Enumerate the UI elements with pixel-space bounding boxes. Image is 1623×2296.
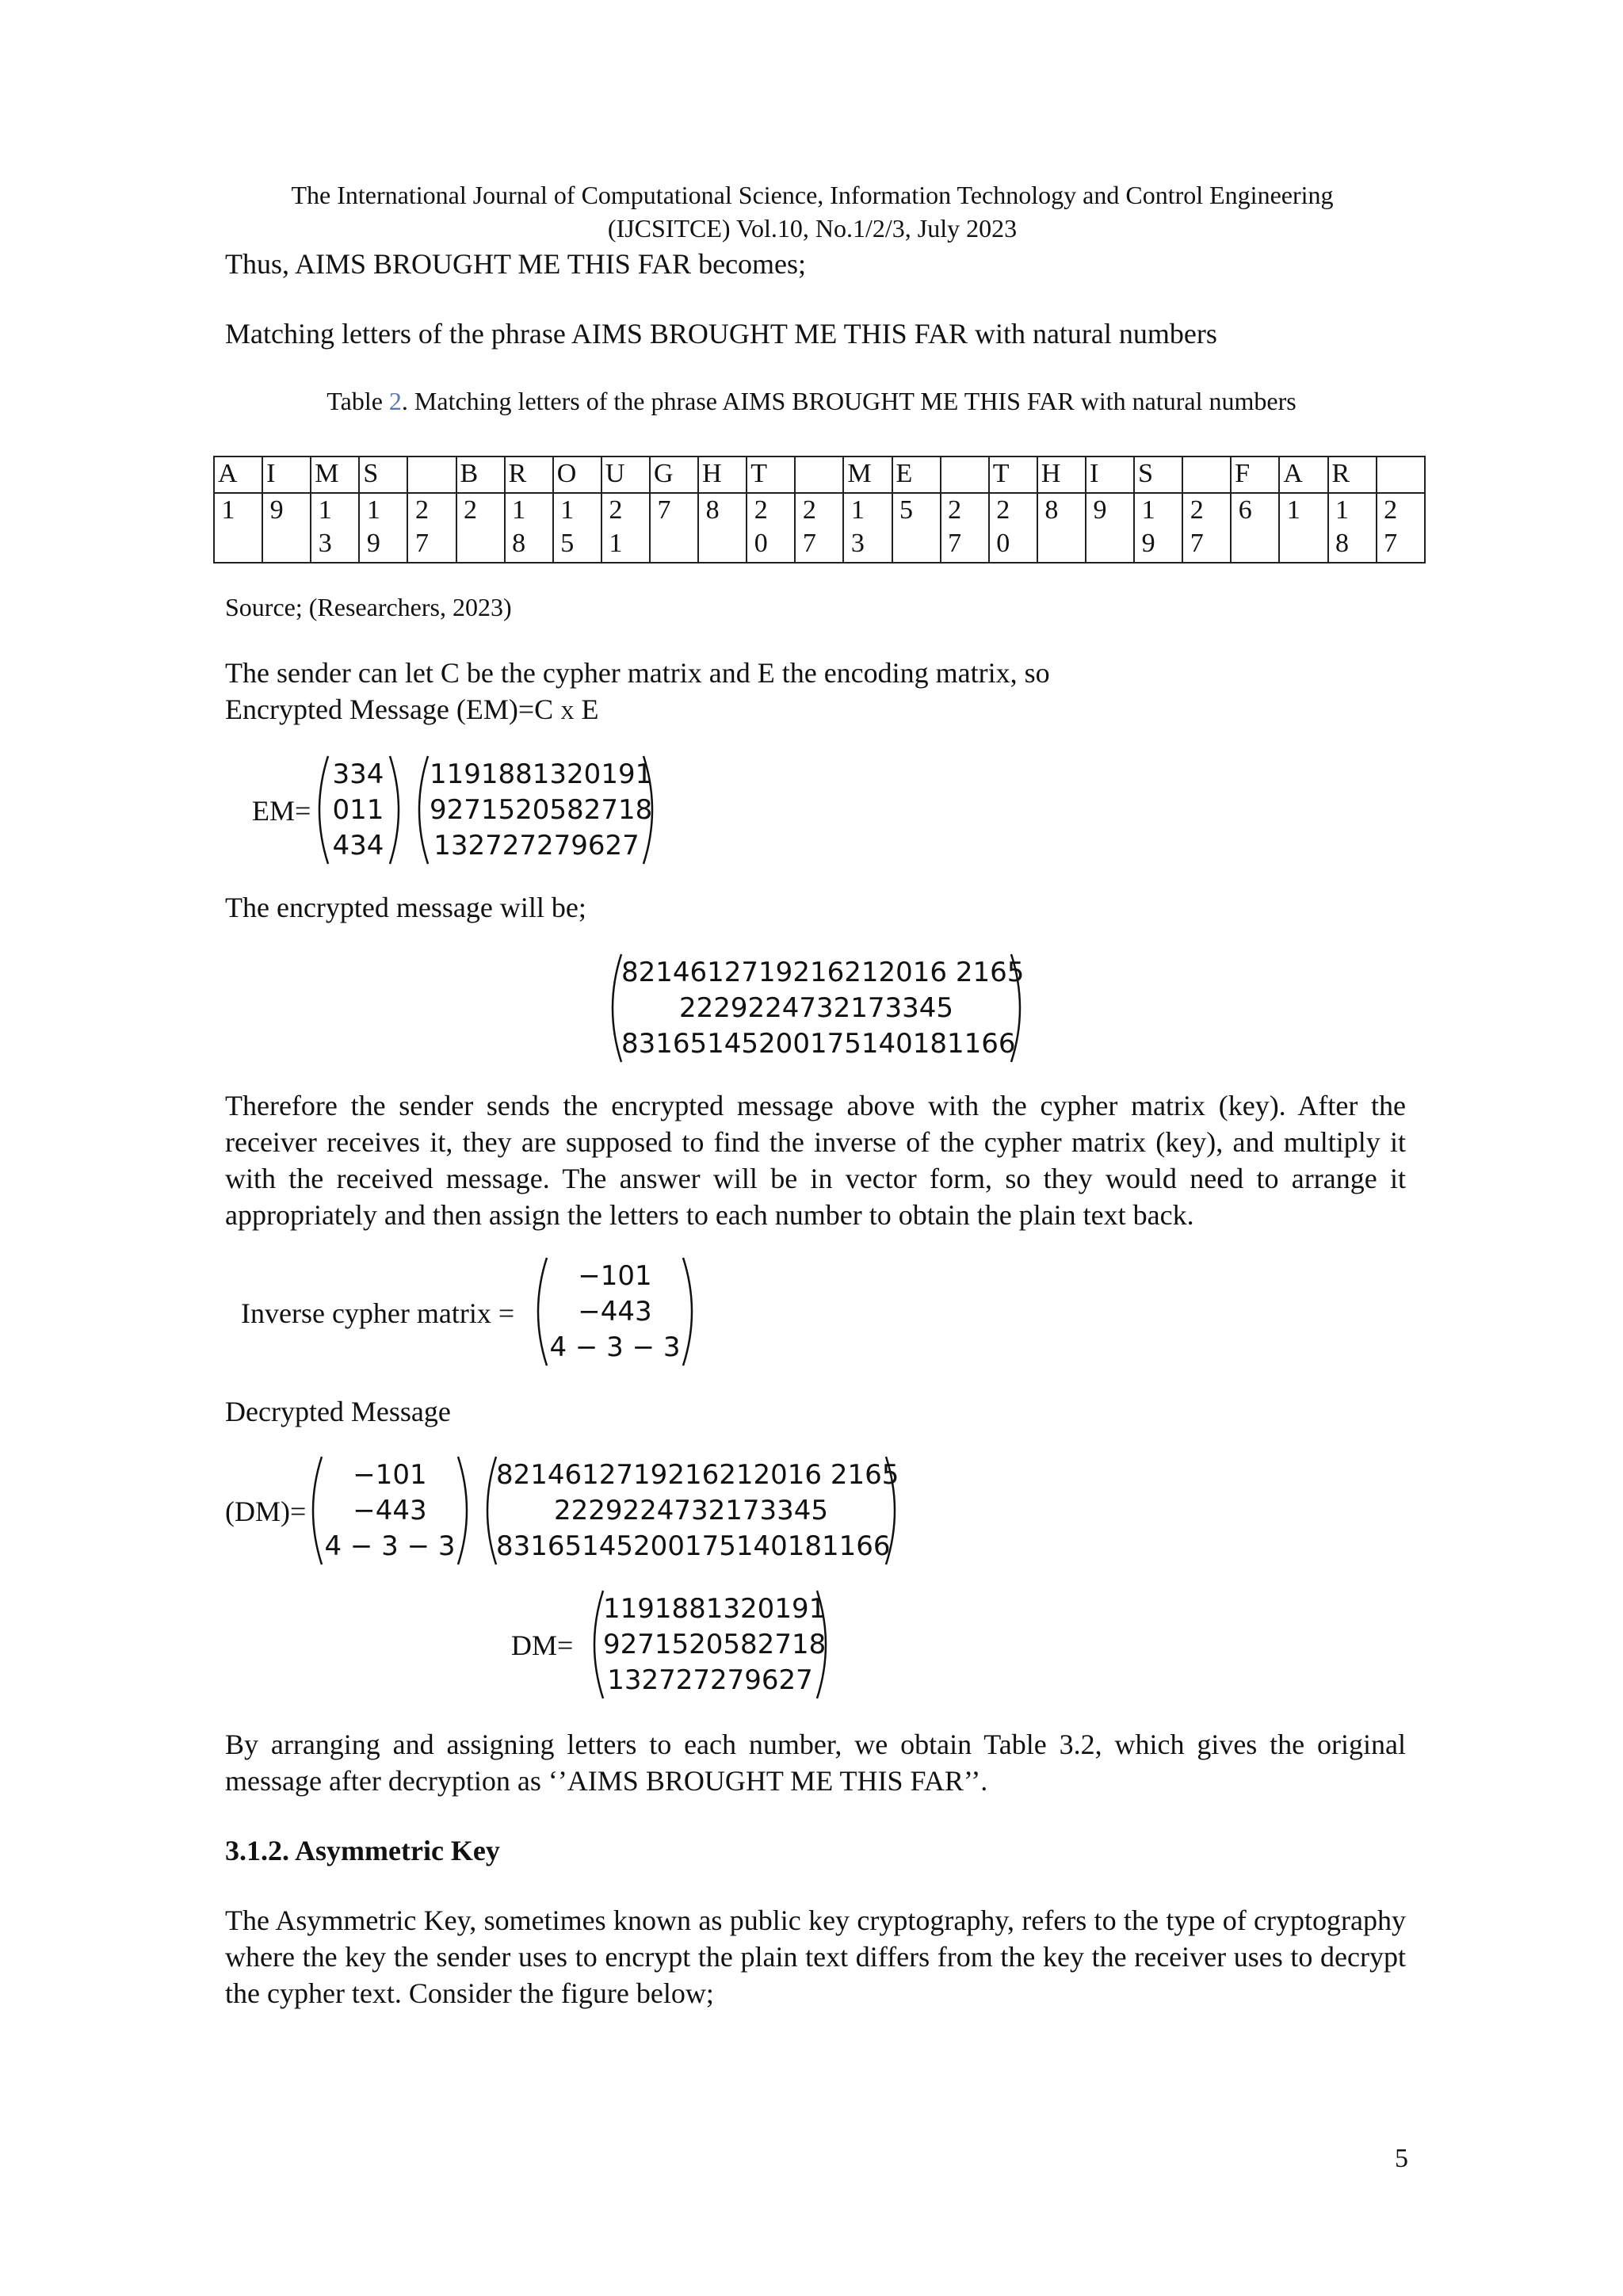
number-digit: 1 xyxy=(221,495,235,525)
em-cypher-row: 434 xyxy=(332,830,384,861)
number-digit: 2 xyxy=(609,495,623,525)
em-encoding-row: 1191881320191 xyxy=(430,758,653,790)
table-caption-text: . Matching letters of the phrase AIMS BROUGHT ME THIS FAR with natural numbers xyxy=(401,387,1296,415)
encrypted-row: 83165145200175140181166 xyxy=(621,1028,1016,1060)
em-encoding-right-paren xyxy=(640,755,664,865)
dm-result-right-paren xyxy=(814,1589,838,1700)
number-cell xyxy=(1182,493,1231,563)
letter-number-table xyxy=(213,456,1426,563)
number-digit: 8 xyxy=(705,495,720,525)
number-digit: 9 xyxy=(1093,495,1107,525)
dm-second-label: DM= xyxy=(511,1629,574,1661)
dm-result-row: 132727279627 xyxy=(607,1664,813,1696)
number-cell xyxy=(262,493,311,563)
em-encoding-left-paren xyxy=(407,755,431,865)
letter-cell: F xyxy=(1231,457,1279,493)
inverse-label: Inverse cypher matrix = xyxy=(241,1297,515,1329)
em-encoding-row: 9271520582718 xyxy=(430,794,653,826)
inverse-row: 4 − 3 − 3 xyxy=(549,1331,681,1363)
table-source: Source; (Researchers, 2023) xyxy=(225,593,512,621)
number-cell xyxy=(505,493,553,563)
dm-result-row: 9271520582718 xyxy=(603,1629,827,1660)
number-digit: 2 xyxy=(802,495,816,525)
number-cell xyxy=(456,493,505,563)
letter-cell: M xyxy=(311,457,359,493)
number-cell xyxy=(1328,493,1377,563)
dm-inverse-matrix xyxy=(322,1457,458,1564)
letter-cell xyxy=(941,457,989,493)
number-digit: 5 xyxy=(899,495,914,525)
table-caption-prefix: Table xyxy=(327,387,389,415)
letter-cell xyxy=(1182,457,1231,493)
letter-cell xyxy=(407,457,456,493)
number-cell xyxy=(214,493,262,563)
number-cell xyxy=(1134,493,1182,563)
number-cell xyxy=(1231,493,1279,563)
number-cell xyxy=(407,493,456,563)
encrypted-row: 8214612719216212016 2165 xyxy=(621,957,1025,988)
paragraph-decryption-result: By arranging and assigning letters to each number, we obtain Table 3.2, which gives the original message after decryption as ‘’AIMS BROUGHT ME THIS FAR’’. xyxy=(225,1729,1406,1797)
inverse-row: −443 xyxy=(578,1296,652,1328)
em-cypher-row: 334 xyxy=(332,758,384,790)
em-label: EM= xyxy=(252,795,311,827)
number-digit: 0 xyxy=(996,529,1010,558)
number-digit: 1 xyxy=(1335,495,1350,525)
cypher-intro-line-2 xyxy=(225,691,1406,732)
number-digit: 8 xyxy=(1335,529,1350,558)
number-digit: 2 xyxy=(464,495,478,525)
dm-inverse-row: −443 xyxy=(353,1495,427,1526)
dm-message-matrix xyxy=(496,1457,899,1564)
dm-message-row: 83165145200175140181166 xyxy=(496,1530,891,1562)
number-digit: 1 xyxy=(850,495,865,525)
number-digit: 1 xyxy=(318,495,332,525)
dm-result-matrix xyxy=(603,1591,827,1698)
table-caption-number: 2 xyxy=(388,387,402,415)
page-number: 5 xyxy=(1395,2144,1408,2173)
intro-line-2: Matching letters of the phrase AIMS BROUGHT ME THIS FAR with natural numbers xyxy=(225,318,1217,350)
number-digit: 1 xyxy=(1141,495,1155,525)
number-cell xyxy=(1279,493,1327,563)
journal-header xyxy=(198,178,1426,245)
em-cypher-row: 011 xyxy=(332,794,384,826)
dm-message-row: 8214612719216212016 2165 xyxy=(496,1459,899,1491)
letter-cell: A xyxy=(1279,457,1327,493)
number-digit: 5 xyxy=(560,529,575,558)
letter-cell: G xyxy=(650,457,698,493)
number-cell xyxy=(892,493,941,563)
number-digit: 7 xyxy=(1384,529,1398,558)
decrypted-heading: Decrypted Message xyxy=(225,1396,451,1427)
letter-cell: S xyxy=(1134,457,1182,493)
number-digit: 1 xyxy=(512,495,526,525)
dm-result-row: 1191881320191 xyxy=(603,1593,827,1625)
paragraph-asymmetric-key: The Asymmetric Key, sometimes known as public key cryptography, refers to the type of cryptography where the key the sender uses to encrypt the plain text differs from the key the receiver uses to decrypt the cypher text. Consider the figure below; xyxy=(225,1904,1406,2009)
number-cell xyxy=(941,493,989,563)
number-digit: 1 xyxy=(560,495,575,525)
dm-inverse-row: 4 − 3 − 3 xyxy=(324,1530,456,1562)
number-digit: 1 xyxy=(1286,495,1300,525)
letter-cell: I xyxy=(262,457,311,493)
letter-row xyxy=(214,457,1425,493)
number-digit: 7 xyxy=(414,529,429,558)
number-digit: 2 xyxy=(1190,495,1204,525)
paragraph-decryption-steps: Therefore the sender sends the encrypted message above with the cypher matrix (key). After the receiver receives it, they are supposed to find the inverse of the cypher matrix (key), and multiply it with the received message. The answer will be in vector form, so they would need to arrange it appropriately and then assign the letters to each number to obtain the plain text back. xyxy=(225,1090,1406,1231)
letter-cell: T xyxy=(747,457,795,493)
letter-cell: A xyxy=(214,457,262,493)
em-cypher-left-paren xyxy=(307,755,331,865)
number-cell xyxy=(795,493,843,563)
letter-cell xyxy=(1377,457,1425,493)
number-digit: 2 xyxy=(948,495,962,525)
number-digit: 1 xyxy=(366,495,380,525)
cypher-intro-suffix: E xyxy=(574,693,599,725)
table-caption xyxy=(0,387,1623,416)
number-cell xyxy=(311,493,359,563)
number-cell xyxy=(1086,493,1134,563)
number-cell xyxy=(698,493,747,563)
number-cell xyxy=(747,493,795,563)
inverse-right-paren xyxy=(680,1256,704,1367)
letter-cell: U xyxy=(601,457,650,493)
letter-cell: O xyxy=(553,457,601,493)
dm-message-right-paren xyxy=(883,1455,907,1566)
number-cell xyxy=(359,493,407,563)
encrypted-matrix xyxy=(621,955,1025,1062)
number-digit: 9 xyxy=(366,529,380,558)
number-digit: 7 xyxy=(657,495,671,525)
journal-header-line-2: (IJCSITCE) Vol.10, No.1/2/3, July 2023 xyxy=(607,214,1018,243)
encrypted-row: 2229224732173345 xyxy=(678,992,954,1024)
number-digit: 2 xyxy=(996,495,1010,525)
encrypted-right-paren xyxy=(1008,953,1032,1064)
cypher-intro-line-1: The sender can let C be the cypher matrix and E the encoding matrix, so xyxy=(225,657,1050,689)
letter-cell: I xyxy=(1086,457,1134,493)
inverse-row: −101 xyxy=(578,1260,652,1292)
number-digit: 7 xyxy=(802,529,816,558)
cypher-intro-times: X xyxy=(560,703,575,724)
number-cell xyxy=(650,493,698,563)
number-digit: 3 xyxy=(318,529,332,558)
number-digit: 9 xyxy=(1141,529,1155,558)
number-digit: 9 xyxy=(269,495,284,525)
letter-cell: R xyxy=(505,457,553,493)
journal-header-line-1: The International Journal of Computational Science, Information Technology and Control Engineering xyxy=(291,181,1334,209)
letter-cell: H xyxy=(1037,457,1086,493)
letter-cell: R xyxy=(1328,457,1377,493)
letter-cell: E xyxy=(892,457,941,493)
dm-first-label: (DM)= xyxy=(225,1496,307,1527)
number-cell xyxy=(553,493,601,563)
em-cypher-matrix xyxy=(330,757,387,864)
number-digit: 2 xyxy=(414,495,429,525)
number-digit: 7 xyxy=(1190,529,1204,558)
number-digit: 6 xyxy=(1238,495,1252,525)
letter-cell: S xyxy=(359,457,407,493)
em-encoding-row: 132727279627 xyxy=(433,830,640,861)
number-digit: 8 xyxy=(512,529,526,558)
number-cell xyxy=(1377,493,1425,563)
letter-cell: B xyxy=(456,457,505,493)
number-digit: 0 xyxy=(754,529,768,558)
letter-cell xyxy=(795,457,843,493)
number-cell xyxy=(843,493,892,563)
number-cell xyxy=(601,493,650,563)
encrypted-intro: The encrypted message will be; xyxy=(225,892,586,923)
number-cell xyxy=(989,493,1037,563)
number-digit: 3 xyxy=(850,529,865,558)
intro-line-1: Thus, AIMS BROUGHT ME THIS FAR becomes; xyxy=(225,248,807,280)
letter-cell: T xyxy=(989,457,1037,493)
em-encoding-matrix xyxy=(430,757,653,864)
dm-inverse-row: −101 xyxy=(353,1459,427,1491)
section-heading: 3.1.2. Asymmetric Key xyxy=(225,1835,500,1866)
letter-cell: M xyxy=(843,457,892,493)
number-digit: 2 xyxy=(1384,495,1398,525)
inverse-matrix xyxy=(547,1259,683,1366)
number-row xyxy=(214,493,1425,563)
cypher-intro-prefix: Encrypted Message (EM)=C xyxy=(225,693,561,725)
number-digit: 8 xyxy=(1044,495,1059,525)
number-digit: 1 xyxy=(609,529,623,558)
letter-cell: H xyxy=(698,457,747,493)
number-digit: 7 xyxy=(948,529,962,558)
number-digit: 2 xyxy=(754,495,768,525)
number-cell xyxy=(1037,493,1086,563)
dm-message-row: 2229224732173345 xyxy=(553,1495,829,1526)
